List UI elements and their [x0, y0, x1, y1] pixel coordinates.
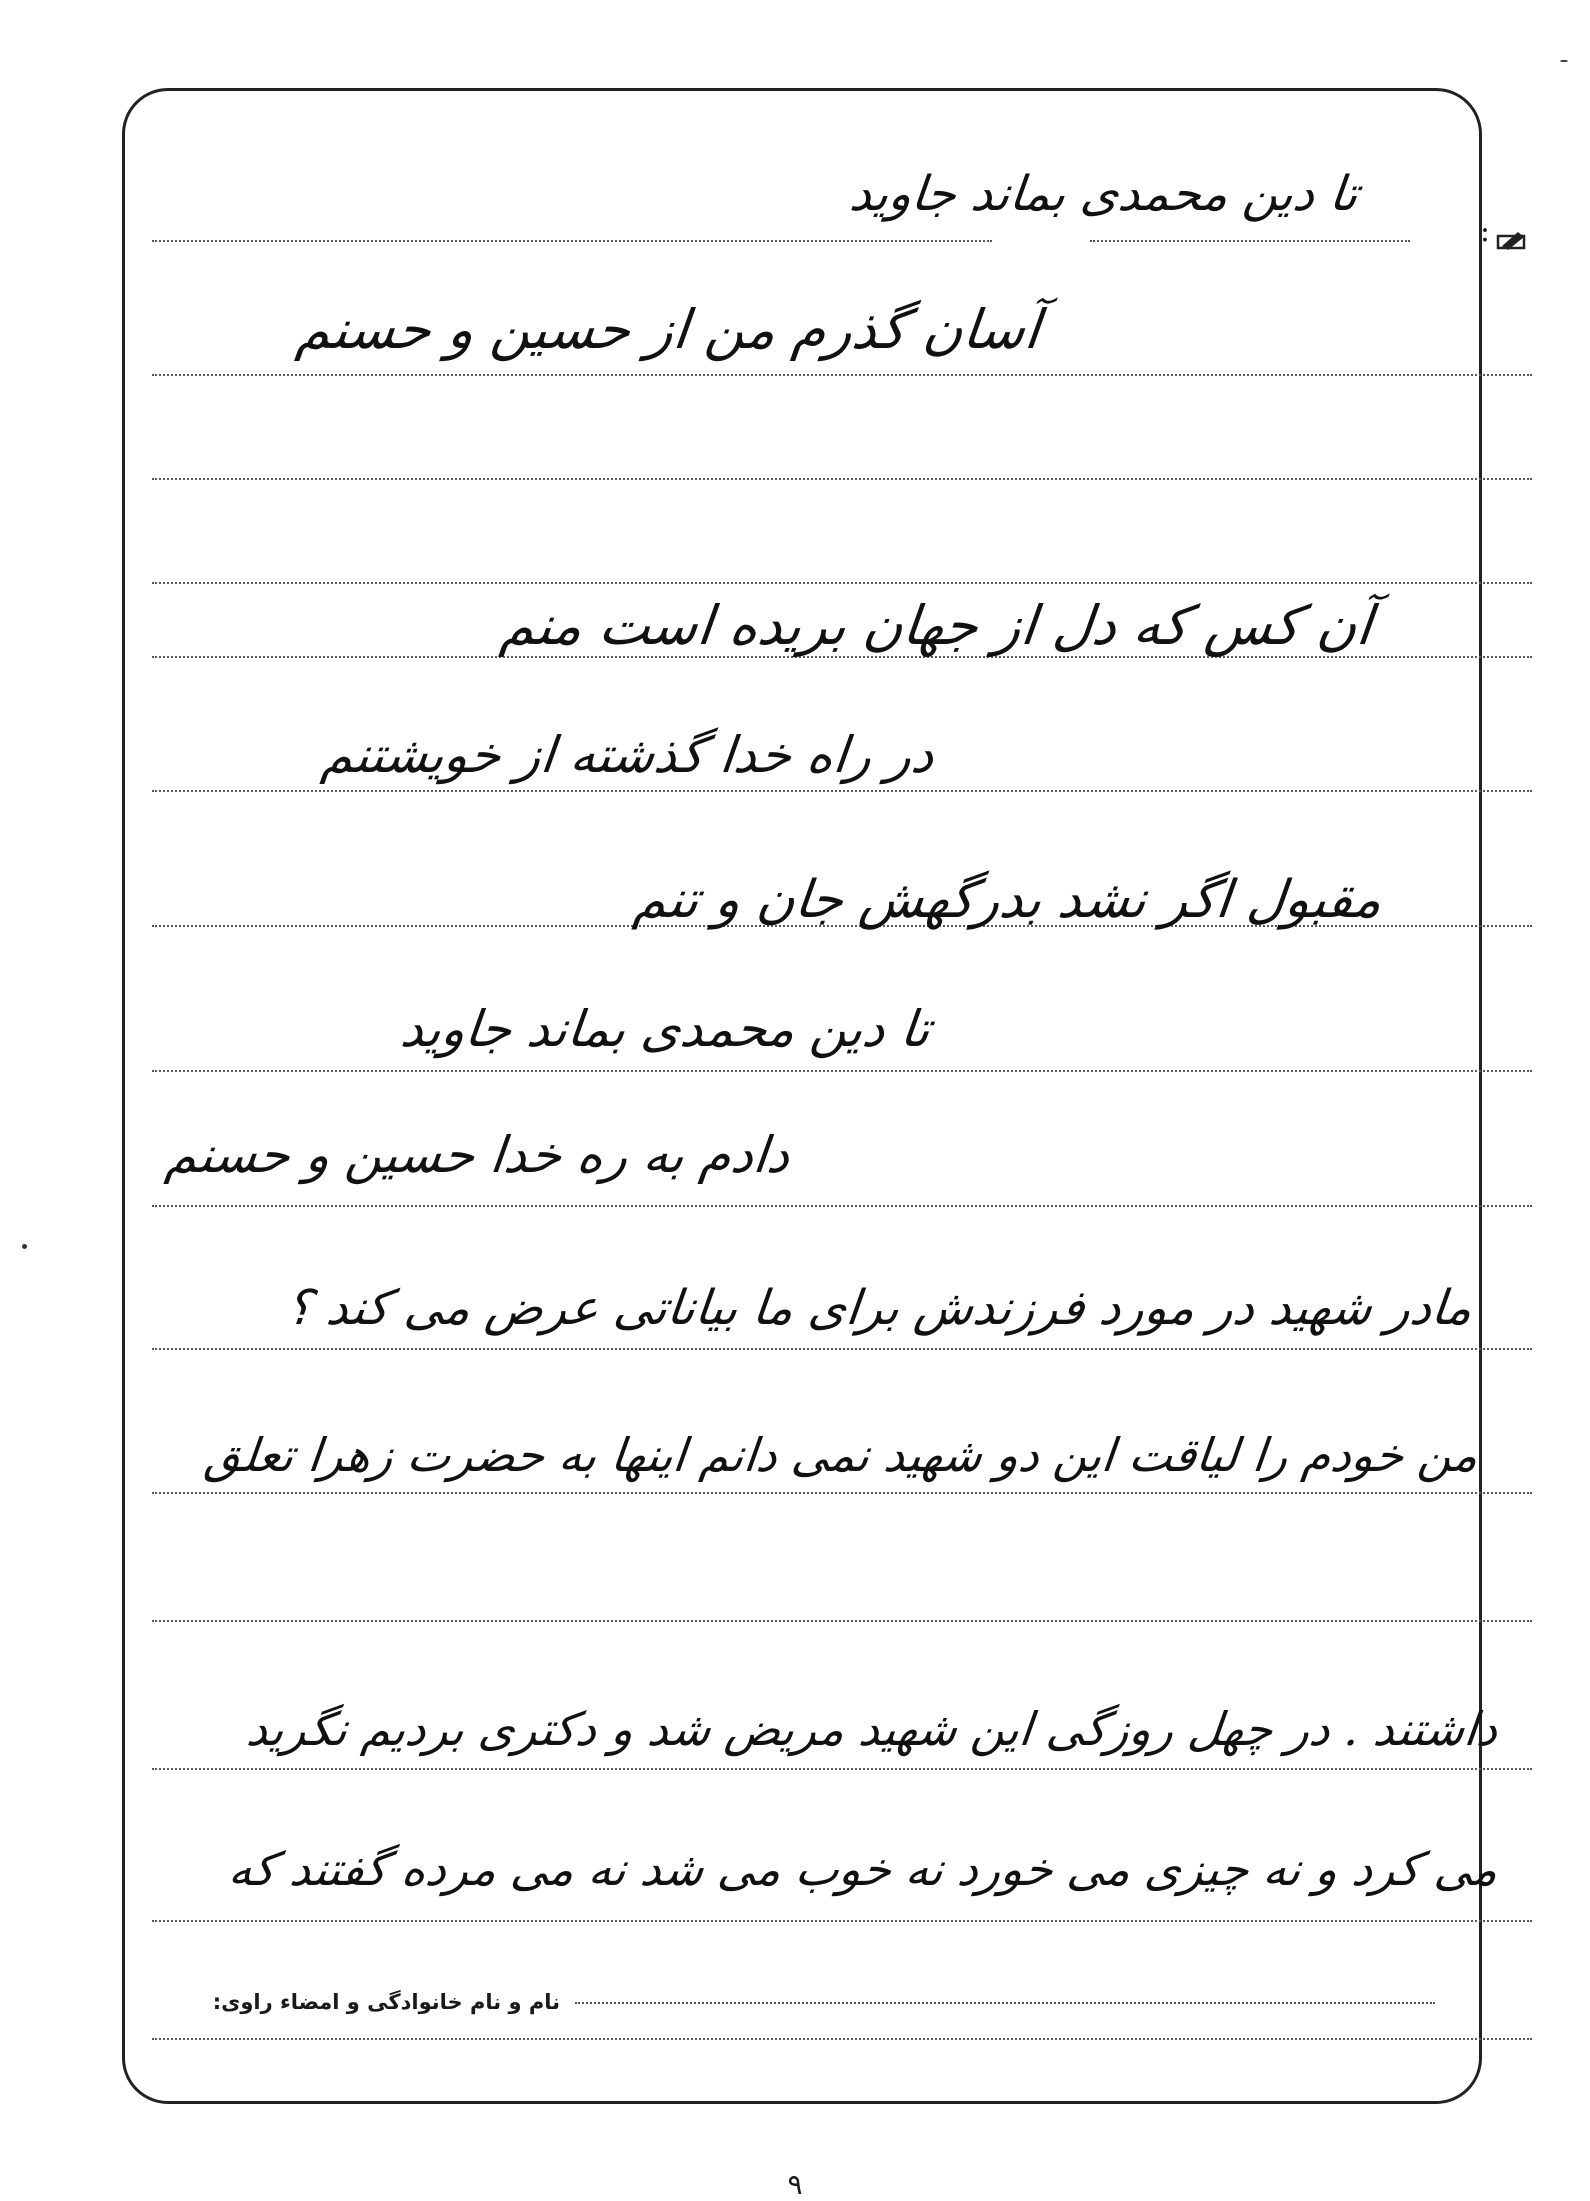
handwritten-line-5: مقبول اگر نشد بدرگهش جان و تنم	[631, 870, 1386, 930]
rule-line	[152, 1070, 1532, 1072]
signature-label: نام و نام خانوادگی و امضاء راوی:	[212, 1990, 560, 2014]
handwritten-line-11: می کرد و نه چیزی می خورد نه خوب می شد نه می مرده گفتند که	[226, 1842, 1501, 1896]
rule-line	[1090, 240, 1410, 242]
rule-line	[152, 1205, 1532, 1207]
handwritten-line-8: مادر شهید در مورد فرزندش برای ما بیاناتی عرض می کند ؟	[283, 1280, 1475, 1336]
handwritten-line-10: داشتند . در چهل روزگی این شهید مریض شد و دکتری بردیم نگرید	[244, 1702, 1501, 1756]
handwritten-line-1: تا دین محمدی بماند جاوید	[847, 166, 1361, 222]
scan-speck	[1560, 60, 1568, 62]
handwritten-line-7: دادم به ره خدا حسین و حسنم	[163, 1126, 794, 1184]
header-colon: :	[1479, 214, 1490, 249]
rule-line	[152, 374, 1532, 376]
rule-line	[152, 582, 1532, 584]
rule-line	[152, 1768, 1532, 1770]
rule-line	[152, 240, 992, 242]
pen-icon	[1496, 228, 1530, 252]
rule-line	[575, 2002, 1435, 2004]
handwritten-line-4: در راه خدا گذشته از خویشتنم	[319, 726, 938, 784]
rule-line	[152, 790, 1532, 792]
scan-speck	[22, 1244, 27, 1249]
handwritten-line-6: تا دین محمدی بماند جاوید	[397, 1000, 934, 1058]
rule-line	[152, 1348, 1532, 1350]
rule-line	[152, 2038, 1532, 2040]
rule-line	[152, 1920, 1532, 1922]
rule-line	[152, 1620, 1532, 1622]
handwritten-line-3: آن کس که دل از جهان بریده است منم	[497, 594, 1376, 657]
page-number: ۹	[787, 2168, 803, 2201]
page-frame	[122, 88, 1482, 2104]
handwritten-line-2: آسان گذرم من از حسین و حسنم	[293, 298, 1044, 361]
rule-line	[152, 1492, 1532, 1494]
handwritten-line-9: من خودم را لیاقت این دو شهید نمی دانم اینها به حضرت زهرا تعلق	[202, 1428, 1481, 1482]
rule-line	[152, 478, 1532, 480]
